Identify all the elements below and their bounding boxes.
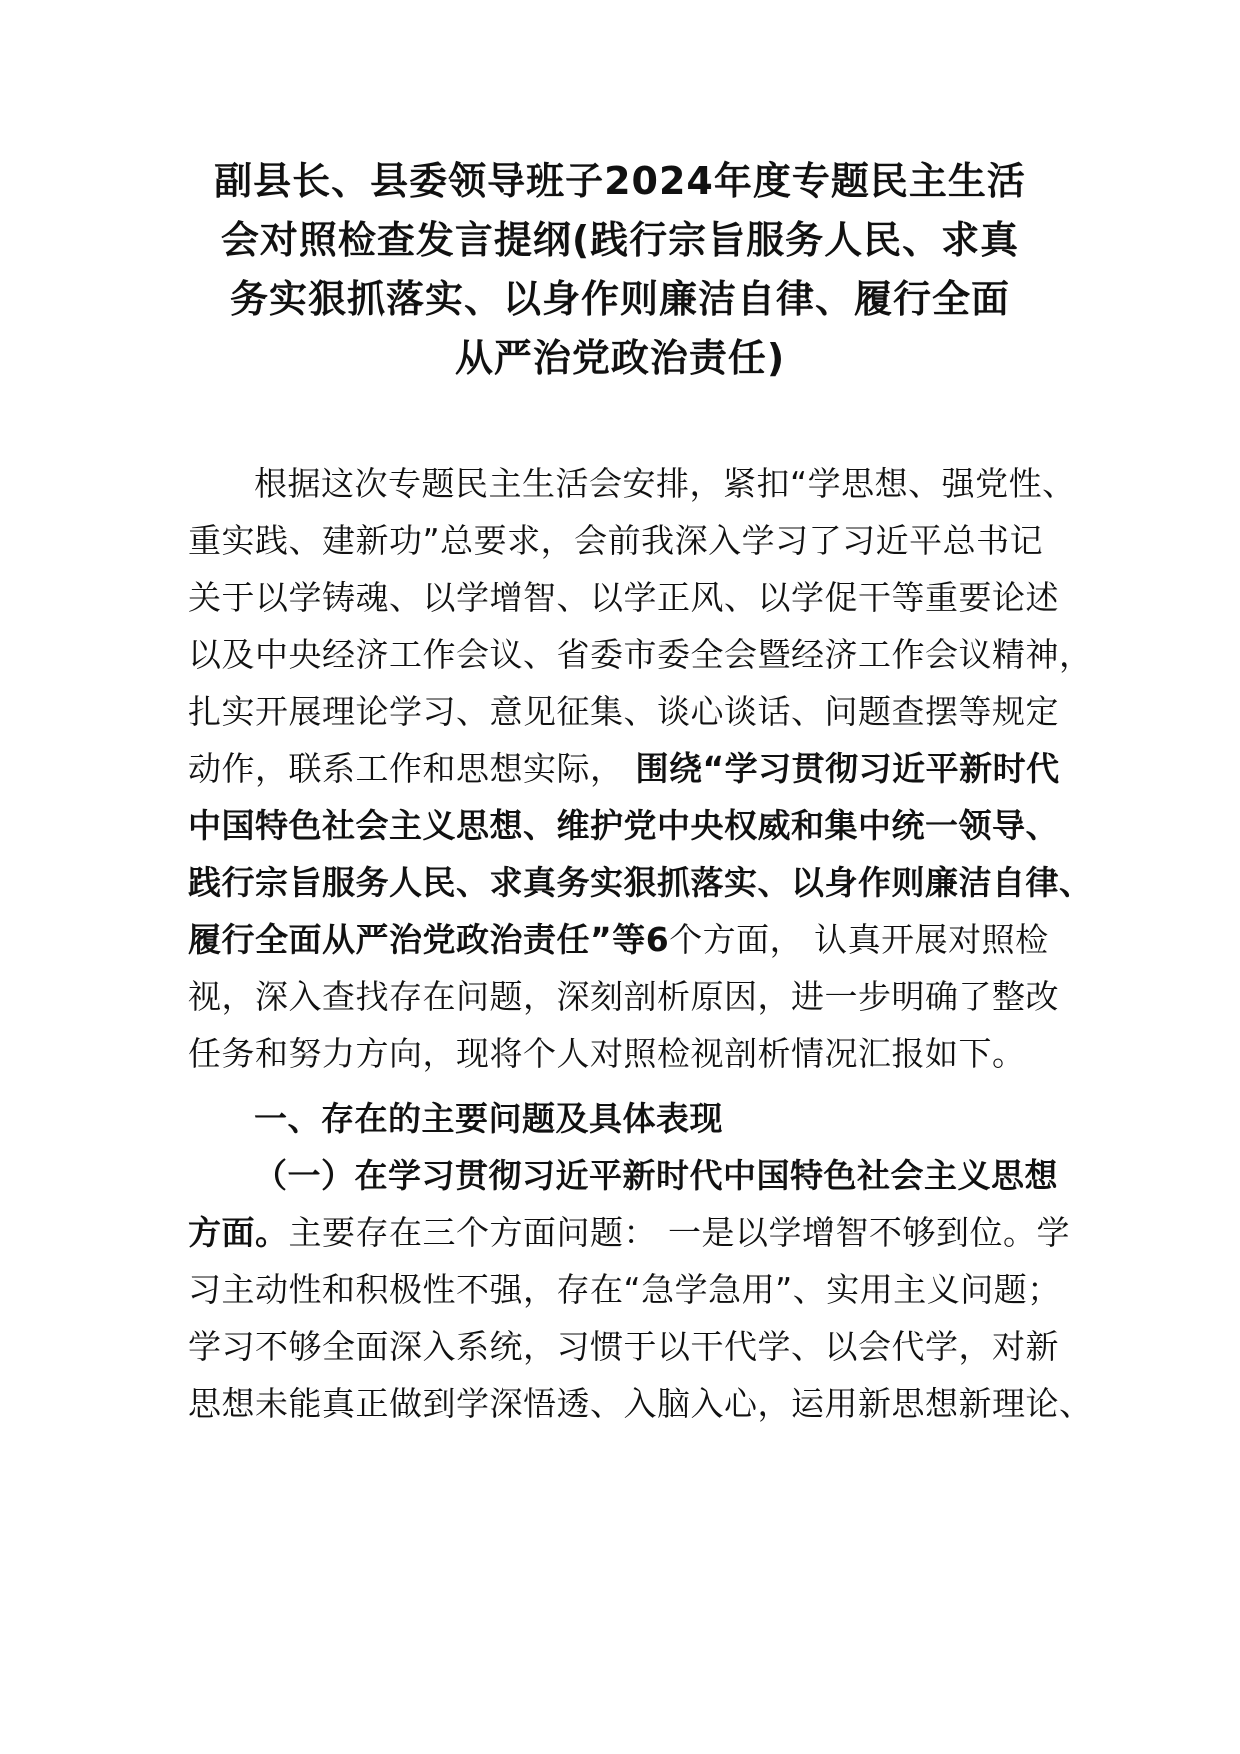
- subsection-line: 习主动性和积极性不强，存在“急学急用”、实用主义问题；: [188, 1270, 1061, 1309]
- intro-bold-line: 践行宗旨服务人民、求真务实狠抓落实、以身作则廉洁自律、: [188, 863, 1093, 902]
- intro-line: 重实践、建新功”总要求，会前我深入学习了习近平总书记: [188, 521, 1044, 560]
- section-heading: [188, 1090, 1078, 1147]
- title-line: 副县长、县委领导班子2024年度专题民主生活: [214, 159, 1026, 203]
- intro-line: 以及中央经济工作会议、省委市委全会暨经济工作会议精神，: [188, 635, 1093, 674]
- intro-bold-line: 中国特色社会主义思想、维护党中央权威和集中统一领导、: [188, 806, 1059, 845]
- subsection-bold-text: 方面。: [188, 1213, 289, 1252]
- subsection-line: 思想未能真正做到学深悟透、入脑入心，运用新思想新理论、: [188, 1384, 1093, 1423]
- intro-line: [188, 740, 1078, 797]
- intro-text: 个方面， 认真开展对照检: [669, 920, 1049, 959]
- intro-bold-text: 履行全面从严治党政治责任”等6: [188, 920, 670, 959]
- title-line: 会对照检查发言提纲(践行宗旨服务人民、求真: [220, 218, 1020, 262]
- intro-line: 扎实开展理论学习、意见征集、谈心谈话、问题查摆等规定: [188, 692, 1059, 731]
- subsection-line: 学习不够全面深入系统，习惯于以干代学、以会代学，对新: [188, 1327, 1059, 1366]
- section-heading-text: 一、存在的主要问题及具体表现: [254, 1099, 723, 1138]
- intro-line: 关于以学铸魂、以学增智、以学正风、以学促干等重要论述: [188, 578, 1059, 617]
- intro-bold-text: 围绕“学习贯彻习近平新时代: [623, 749, 1060, 788]
- document-title: [160, 152, 1080, 388]
- intro-text: 动作，联系工作和思想实际，: [188, 749, 624, 788]
- intro-line: [188, 911, 1078, 968]
- subsection-text: 主要存在三个方面问题： 一是以学增智不够到位。学: [288, 1213, 1070, 1252]
- title-line: 务实狠抓落实、以身作则廉洁自律、履行全面: [229, 277, 1010, 321]
- intro-line: 根据这次专题民主生活会安排，紧扣“学思想、强党性、: [254, 464, 1076, 503]
- intro-line: 任务和努力方向，现将个人对照检视剖析情况汇报如下。: [188, 1034, 1026, 1073]
- subsection-heading: （一）在学习贯彻习近平新时代中国特色社会主义思想: [254, 1156, 1058, 1195]
- title-line: 从严治党政治责任): [454, 336, 786, 380]
- intro-paragraph: [188, 455, 1093, 1082]
- subsection-paragraph: [188, 1147, 1093, 1432]
- intro-line: 视，深入查找存在问题，深刻剖析原因，进一步明确了整改: [188, 977, 1059, 1016]
- subsection-line: [188, 1204, 1078, 1261]
